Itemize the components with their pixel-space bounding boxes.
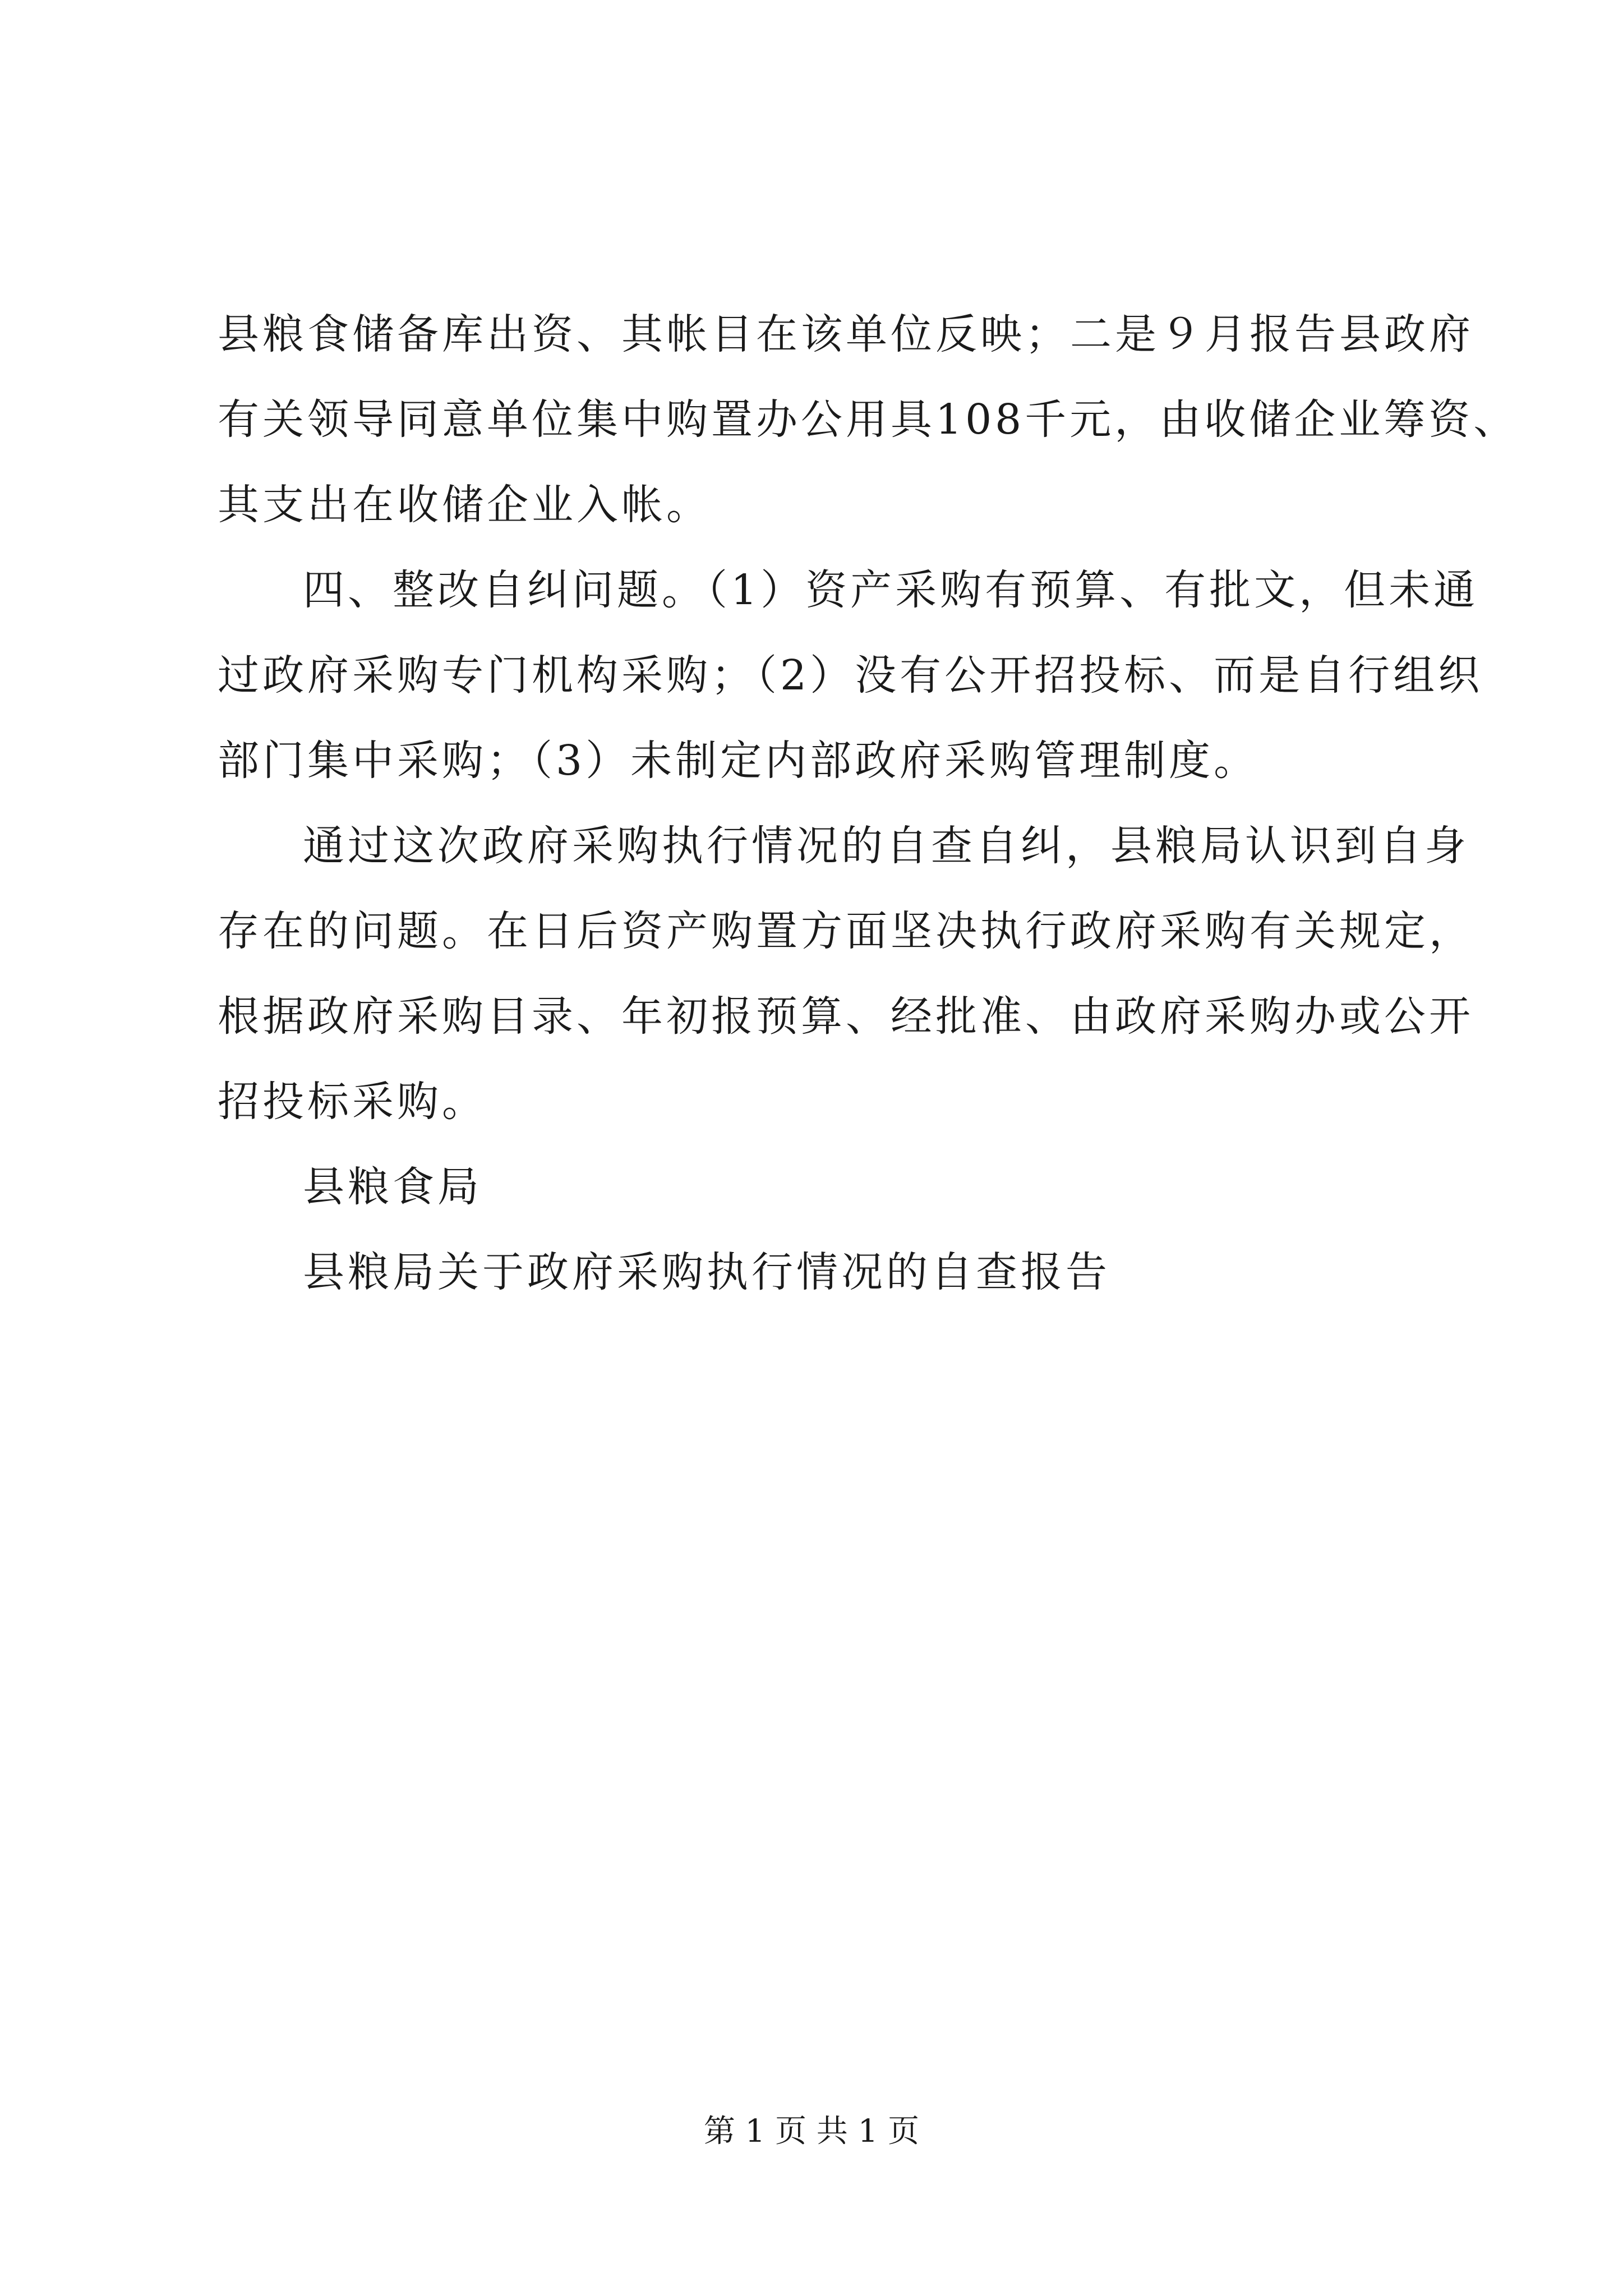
text-line: 通过这次政府采购执行情况的自查自纠，县粮局认识到自身 xyxy=(303,822,1469,870)
paragraph-funding xyxy=(218,292,1519,547)
text-line: 存在的问题。在日后资产购置方面坚决执行政府采购有关规定， xyxy=(218,907,1474,955)
text-line: 有关领导同意单位集中购置办公用具108千元，由收储企业筹资、 xyxy=(218,395,1519,444)
text-line: 其支出在收储企业入帐。 xyxy=(218,481,711,529)
text-line: 过政府采购专门机构采购；（2）没有公开招投标、而是自行组织 xyxy=(218,651,1483,700)
text-line: 部门集中采购；（3）未制定内部政府采购管理制度。 xyxy=(218,737,1259,785)
text-line: 四、整改自纠问题。（1）资产采购有预算、有批文，但未通 xyxy=(303,566,1479,614)
document-body xyxy=(218,292,1519,1315)
closing-title: 县粮局关于政府采购执行情况的自查报告 xyxy=(303,1248,1110,1296)
paragraph-conclusion xyxy=(218,803,1485,1144)
text-line: 招投标采购。 xyxy=(218,1078,487,1126)
text-line: 县粮食储备库出资、其帐目在该单位反映；二是９月报告县政府 xyxy=(218,310,1474,358)
paragraph-rectification xyxy=(218,547,1485,803)
text-line: 根据政府采购目录、年初报预算、经批准、由政府采购办或公开 xyxy=(218,992,1474,1041)
signature: 县粮食局 xyxy=(303,1163,482,1211)
page-footer: 第 1 页 共 1 页 xyxy=(703,2113,920,2150)
